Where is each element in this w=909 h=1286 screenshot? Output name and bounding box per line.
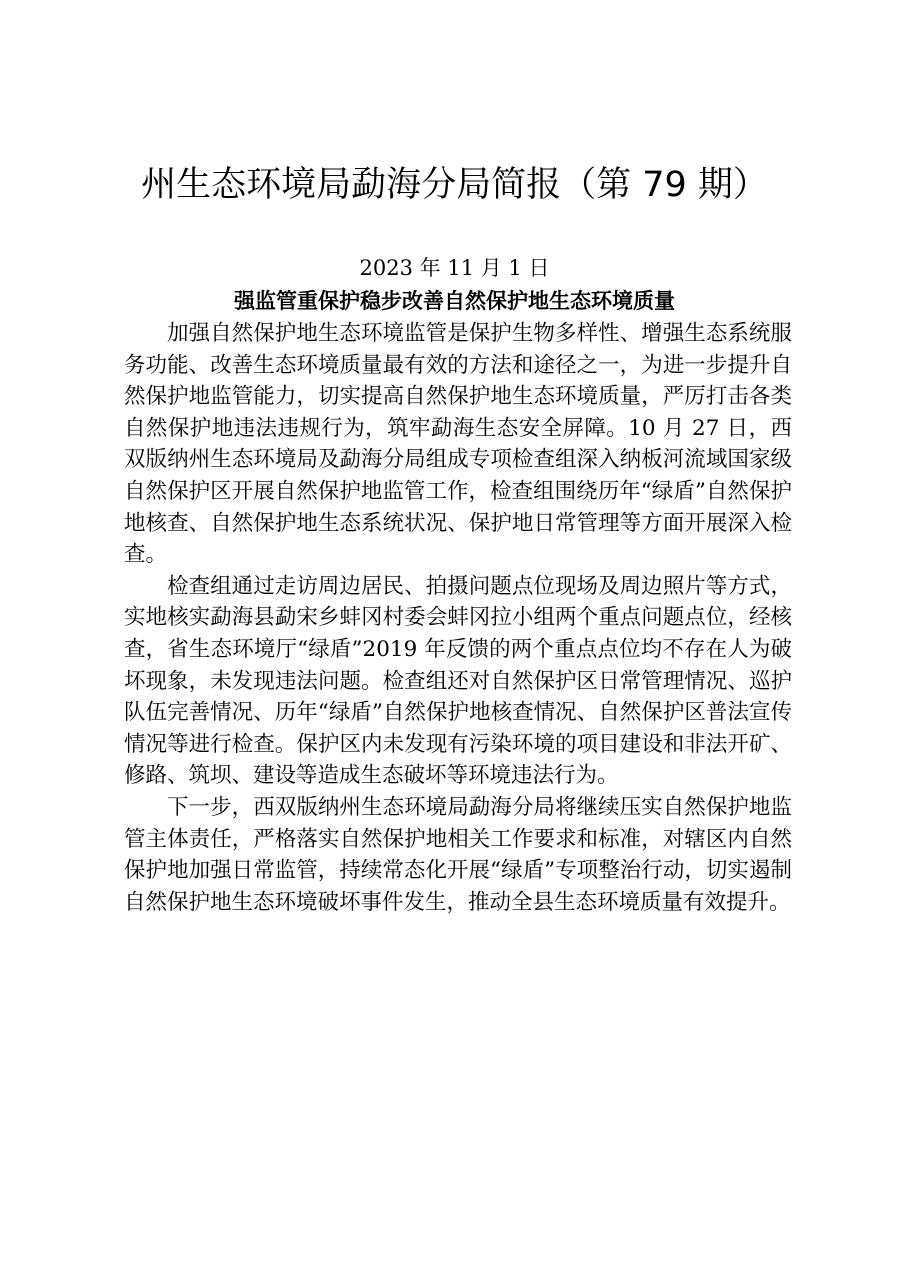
document-date: 2023 年 11 月 1 日: [359, 256, 550, 280]
article-body: [124, 318, 792, 918]
body-paragraph: 加强自然保护地生态环境监管是保护生物多样性、增强生态系统服务功能、改善生态环境质量最有效的方法和途径之一，为进一步提升自然保护地监管能力，切实提高自然保护地生态环境质量，严厉打击各类自然保护地违法违规行为，筑牢勐海生态安全屏障。10 月 27 日，西双版纳州生态环境局及勐海分局组成专项检查组深入纳板河流域国家级自然保护区开展自然保护地监管工作，检查组围绕历年“绿盾”自然保护地核查、自然保护地生态系统状况、保护地日常管理等方面开展深入检查。: [124, 321, 792, 568]
document-title: 州生态环境局勐海分局简报（第 79 期）: [141, 165, 768, 205]
body-paragraph: 检查组通过走访周边居民、拍摄问题点位现场及周边照片等方式，实地核实勐海县勐宋乡蚌冈村委会蚌冈拉小组两个重点问题点位，经核查，省生态环境厅“绿盾”2019 年反馈的两个重点点位均不存在人为破坏现象，未发现违法问题。检查组还对自然保护区日常管理情况、巡护队伍完善情况、历年“绿盾”自然保护地核查情况、自然保护区普法宣传情况等进行检查。保护区内未发现有污染环境的项目建设和非法开矿、修路、筑坝、建设等造成生态破坏等环境违法行为。: [124, 573, 792, 789]
body-paragraph: 下一步，西双版纳州生态环境局勐海分局将继续压实自然保护地监管主体责任，严格落实自然保护地相关工作要求和标准，对辖区内自然保护地加强日常监管，持续常态化开展“绿盾”专项整治行动，切实遏制自然保护地生态环境破坏事件发生，推动全县生态环境质量有效提升。: [124, 794, 792, 915]
article-subtitle: 强监管重保护稳步改善自然保护地生态环境质量: [234, 288, 675, 313]
